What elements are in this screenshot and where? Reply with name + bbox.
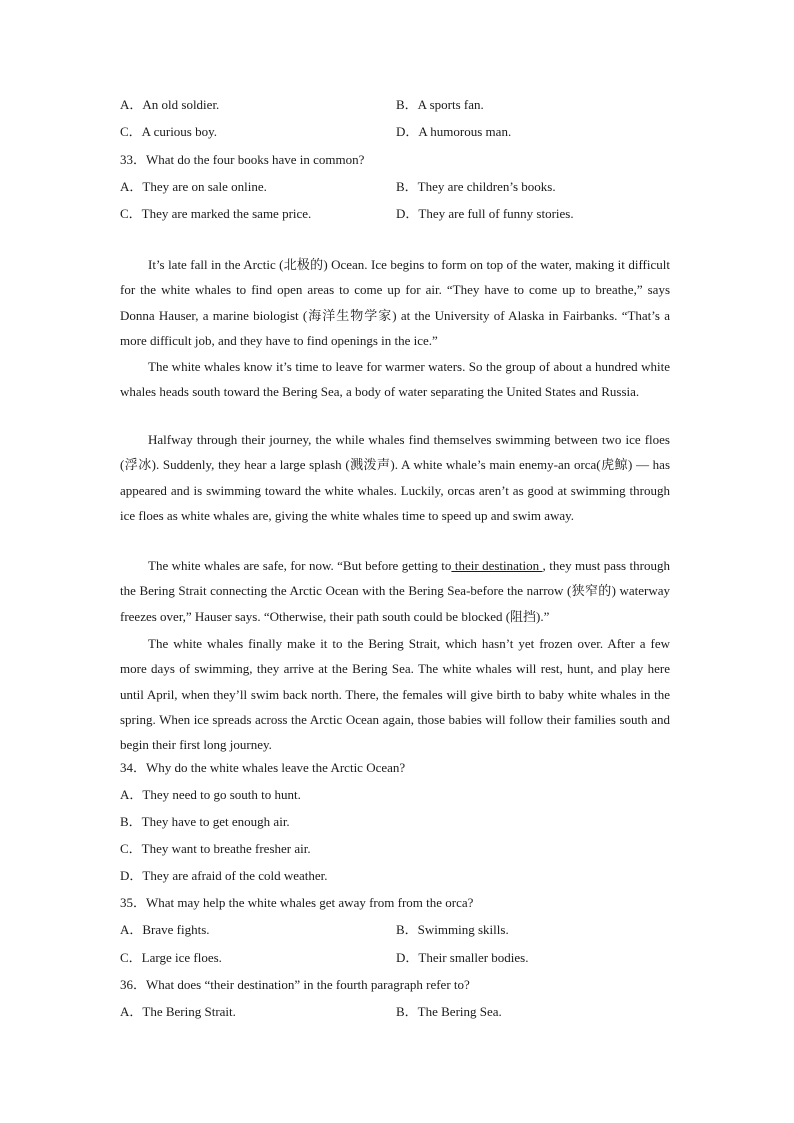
q35-option-a: A．Brave fights. — [120, 922, 210, 937]
q33-option-c: C．They are marked the same price. — [120, 206, 312, 221]
q34-option-b: B．They have to get enough air. — [120, 814, 290, 829]
q33-option-d: D．They are full of funny stories. — [396, 206, 574, 221]
p4-underlined-destination: their destination — [451, 558, 543, 573]
passage-paragraph-3: Halfway through their journey, the while whales find themselves swimming between two ice floes (浮冰). Suddenly, they hear a large splash (溅泼声). A white whale’s main enemy-an orca(虎鲸) — has appeared and is swimming toward the white whales. Luckily, orcas aren’t as good at swimming through ice floes as white whales are, giving the white whales time to speed up and swim away. — [120, 432, 670, 523]
q36-option-a: A．The Bering Strait. — [120, 1004, 236, 1019]
passage-paragraph-1: It’s late fall in the Arctic (北极的) Ocean. Ice begins to form on top of the water, making it difficult for the white whales to find open areas to come up for air. “They have to come up to breathe,” says Donna Hauser, a marine biologist (海洋生物学家) at the University of Alaska in Fairbanks. “That’s a more difficult job, and they have to find openings in the ice.” — [120, 257, 670, 348]
q33-option-a: A．They are on sale online. — [120, 179, 267, 194]
q34-question: 34．Why do the white whales leave the Arctic Ocean? — [120, 760, 406, 775]
passage-paragraph-5: The white whales finally make it to the Bering Strait, which hasn’t yet frozen over. After a few more days of swimming, they arrive at the Bering Sea. The white whales will rest, hunt, and play here until April, when they’ll swim back north. There, the females will give birth to baby white whales in the spring. When ice spreads across the Arctic Ocean again, those babies will follow their families south and begin their first long journey. — [120, 636, 670, 753]
q32-option-b: B．A sports fan. — [396, 97, 484, 112]
q34-option-c: C．They want to breathe fresher air. — [120, 841, 311, 856]
q32-option-d: D．A humorous man. — [396, 124, 512, 139]
q34-option-d: D．They are afraid of the cold weather. — [120, 868, 328, 883]
q33-option-b: B．They are children’s books. — [396, 179, 556, 194]
q32-option-c: C．A curious boy. — [120, 124, 218, 139]
q35-question: 35．What may help the white whales get away from from the orca? — [120, 895, 474, 910]
p4-text-after: , they must pass through the Bering Strait connecting the Arctic Ocean with the Bering Sea-before the narrow (狭窄的) waterway freezes over,” Hauser says. “Otherwise, their path south could be blocked (阻挡).” — [120, 558, 670, 624]
q36-question: 36．What does “their destination” in the fourth paragraph refer to? — [120, 977, 470, 992]
q36-option-b: B．The Bering Sea. — [396, 1004, 502, 1019]
q32-option-a: A．An old soldier. — [120, 97, 220, 112]
q34-option-a: A．They need to go south to hunt. — [120, 787, 301, 802]
q35-option-d: D．Their smaller bodies. — [396, 950, 529, 965]
passage-paragraph-4 — [120, 553, 670, 629]
q35-option-b: B．Swimming skills. — [396, 922, 509, 937]
q35-option-c: C．Large ice floes. — [120, 950, 222, 965]
passage-paragraph-2: The white whales know it’s time to leave for warmer waters. So the group of about a hundred white whales heads south toward the Bering Sea, a body of water separating the United States and Russia. — [120, 359, 670, 400]
p4-text-before: The white whales are safe, for now. “But before getting to — [148, 558, 452, 573]
q33-question: 33．What do the four books have in common? — [120, 152, 365, 167]
